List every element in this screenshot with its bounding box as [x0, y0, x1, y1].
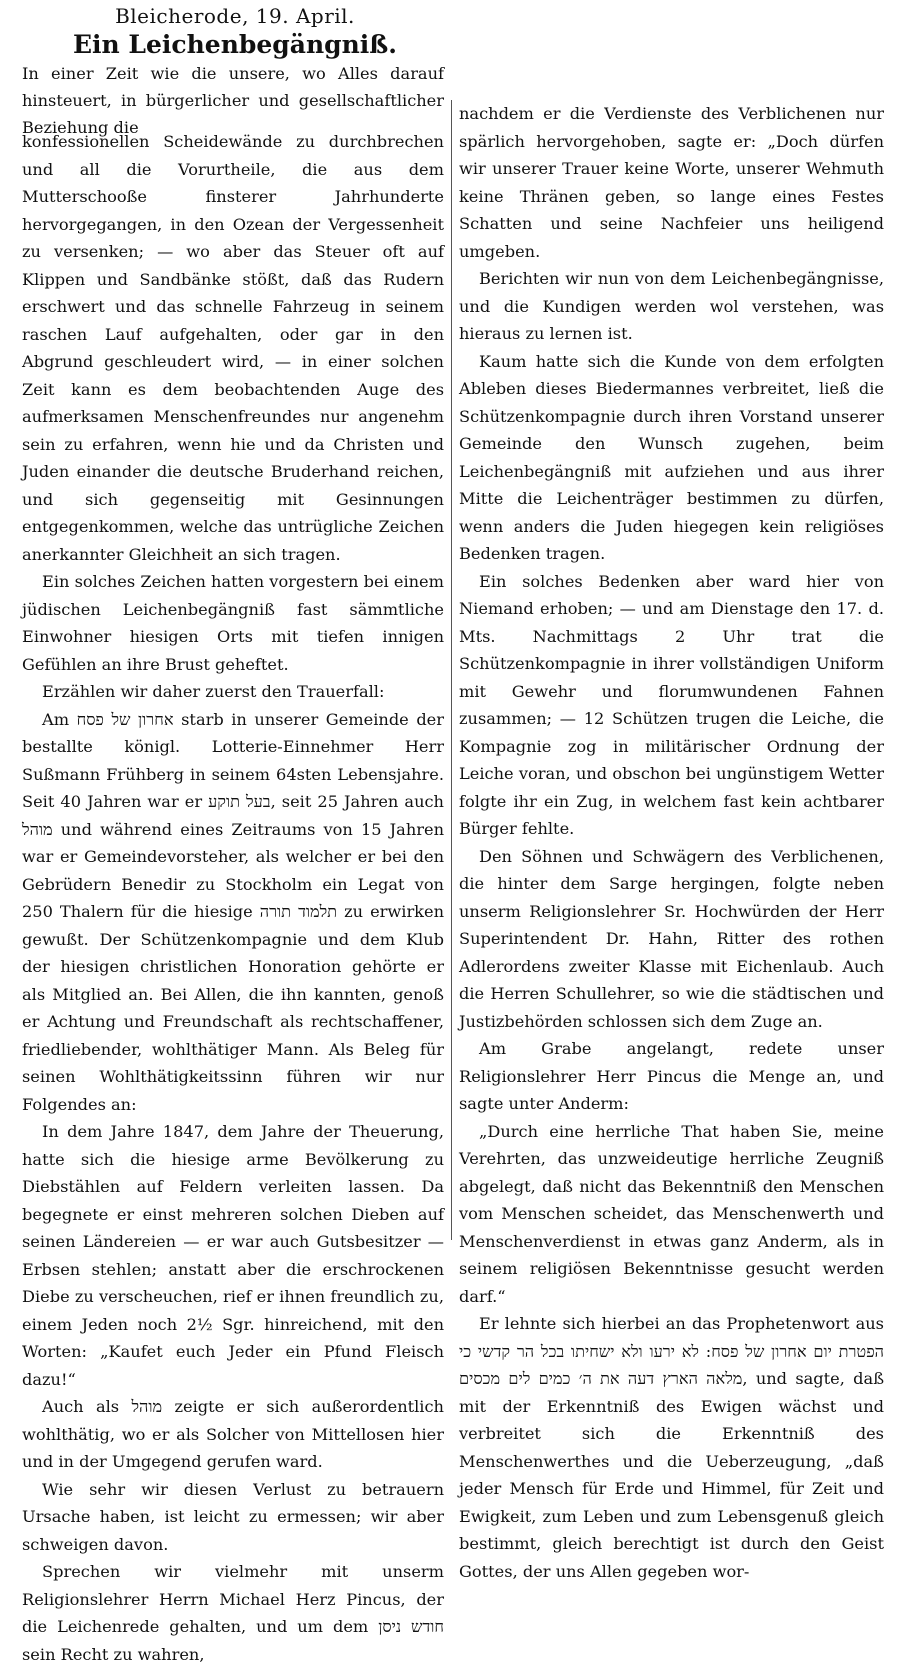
right-column — [459, 100, 884, 1585]
paragraph: Wie sehr wir diesen Verlust zu betrauern Ursache haben, ist leicht zu ermessen; wir aber schweigen davon. — [22, 1479, 444, 1554]
dateline: Bleicherode, 19. April. — [115, 4, 355, 28]
paragraph: Sprechen wir vielmehr mit unserm Religionslehrer Herrn Michael Herz Pincus, der die Leichenrede gehalten, und um dem חודש ניסן sein Recht zu wahren, — [22, 1562, 444, 1664]
paragraph: Kaum hatte sich die Kunde von dem erfolgten Ableben dieses Biedermannes verbreitet, ließ die Schützenkompagnie durch ihren Vorstand unserer Gemeinde den Wunsch zugehen, beim Leichenbegängniß mit aufziehen und aus ihrer Mitte die Leichenträger bestimmen zu dürfen, wenn anders die Juden hiegegen kein religiöses Bedenken tragen. — [459, 351, 884, 563]
paragraph: Ein solches Bedenken aber ward hier von Niemand erhoben; — und am Dienstage den 17. d. Mts. Nachmittags 2 Uhr trat die Schützenkompagnie in ihrer vollständigen Uniform mit Gewehr und florumwundenen Fahnen zusammen; — 12 Schützen trugen die Leiche, die Kompagnie zog in militärischer Ordnung der Leiche voran, und obschon bei ungünstigem Wetter folgte ihr ein Zug, in welchem fast kein achtbarer Bürger fehlte. — [459, 571, 884, 838]
intro-paragraph: In einer Zeit wie die unsere, wo Alles darauf hinsteuert, in bürgerlicher und gesellschaftlicher Beziehung die — [22, 64, 444, 137]
paragraph: Ein solches Zeichen hatten vorgestern bei einem jüdischen Leichenbegängniß fast sämmtliche Einwohner hiesigen Orts mit tiefen innigen Gefühlen an ihre Brust geheftet. — [22, 572, 444, 674]
column-divider — [451, 100, 452, 1240]
paragraph: In dem Jahre 1847, dem Jahre der Theuerung, hatte sich die hiesige arme Bevölkerung zu Diebstählen auf Feldern verleiten lassen. Da begegnete er einst mehreren solchen Dieben auf seinen Ländereien — er war auch Gutsbesitzer — Erbsen stehlen; anstatt aber die erschrockenen Diebe zu verscheuchen, rief er ihnen freundlich zu, einem Jeden noch 2½ Sgr. hinreichend, mit den Worten: „Kaufet euch Jeder ein Pfund Fleisch dazu!“ — [22, 1122, 444, 1389]
paragraph: Er lehnte sich hierbei an das Prophetenwort aus הפטרת יום אחרון של פסח: לא ירעו ולא ישחיתו בכל הר קדשי כי מלאה הארץ דעה את ה׳ כמים לים מכסים, und sagte, daß mit der Erkenntniß des Ewigen wächst und verbreitet sich die Erkenntniß des Menschenwerthes und die Ueberzeugung, „daß jeder Mensch für Erde und Himmel, für Zeit und Ewigkeit, zum Leben und zum Lebensgenuß gleich bestimmt, gleich berechtigt ist durch den Geist Gottes, der uns Allen gegeben wor- — [459, 1314, 885, 1581]
paragraph: konfessionellen Scheidewände zu durchbrechen und all die Vorurtheile, die aus dem Mutterschooße finsterer Jahrhunderte hervorgegangen, in den Ozean der Vergessenheit zu versenken; — wo aber das Steuer oft auf Klippen und Sandbänke stößt, daß das Rudern erschwert und das schnelle Fahrzeug in seinem raschen Lauf aufgehalten, oder gar in den Abgrund geschleudert wird, — in einer solchen Zeit kann es dem beobachtenden Auge des aufmerksamen Menschenfreundes nur angenehm sein zu erfahren, wenn hie und da Christen und Juden einander die deutsche Bruderhand reichen, und sich gegenseitig mit Gesinnungen entgegenkommen, welche das untrügliche Zeichen anerkannter Gleichheit an sich tragen. — [22, 132, 444, 564]
paragraph: nachdem er die Verdienste des Verblichenen nur spärlich hervorgehoben, sagte er: „Doch dürfen wir unserer Trauer keine Worte, unserer Wehmuth keine Thränen geben, so lange eines Festes Schatten und seine Nachfeier uns heiligend umgeben. — [459, 104, 884, 261]
quote-paragraph: „Durch eine herrliche That haben Sie, meine Verehrten, das unzweideutige herrliche Zeugniß abgelegt, daß nicht das Bekenntniß den Menschen vom Menschen scheidet, das Menschenwerth und Menschenverdienst in etwas ganz Anderm, als in seinem religiösen Bekenntnisse gesucht werden darf.“ — [459, 1121, 884, 1306]
paragraph: Auch als מוהל zeigte er sich außerordentlich wohlthätig, wo er als Solcher von Mittellosen hier und in der Umgegend gerufen ward. — [22, 1397, 444, 1471]
left-column — [22, 128, 444, 1668]
paragraph: Berichten wir nun von dem Leichenbegängnisse, und die Kundigen werden wol verstehen, was hieraus zu lernen ist. — [459, 269, 884, 343]
paragraph: Am Grabe angelangt, redete unser Religionslehrer Herr Pincus die Menge an, und sagte unter Anderm: — [459, 1039, 884, 1113]
paragraph: Den Söhnen und Schwägern des Verblichenen, die hinter dem Sarge hergingen, folgte neben unserm Religionslehrer Sr. Hochwürden der Herr Superintendent Dr. Hahn, Ritter des rothen Adlerordens zweiter Klasse mit Eichenlaub. Auch die Herren Schullehrer, so wie die städtischen und Justizbehörden schlossen sich dem Zuge an. — [459, 846, 884, 1031]
paragraph: Am אחרון של פסח starb in unserer Gemeinde der bestallte königl. Lotterie-Einnehmer Herr Sußmann Frühberg in seinem 64sten Lebensjahre. Seit 40 Jahren war er בעל תוקע, seit 25 Jahren auch מוהל und während eines Zeitraums von 15 Jahren war er Gemeindevorsteher, als welcher er bei den Gebrüdern Benedir zu Stockholm ein Legat von 250 Thalern für die hiesige תלמוד תורה zu erwirken gewußt. Der Schützenkompagnie und dem Klub der hiesigen christlichen Honoration gehörte er als Mitglied an. Bei Allen, die ihn kannten, genoß er Achtung und Freundschaft als rechtschaffener, friedliebender, wohlthätiger Mann. Als Beleg für seinen Wohlthätigkeitssinn führen wir nur Folgendes an: — [22, 709, 445, 1114]
paragraph: Erzählen wir daher zuerst den Trauerfall: — [42, 682, 385, 701]
article-headline: Ein Leichenbegängniß. — [73, 30, 397, 59]
